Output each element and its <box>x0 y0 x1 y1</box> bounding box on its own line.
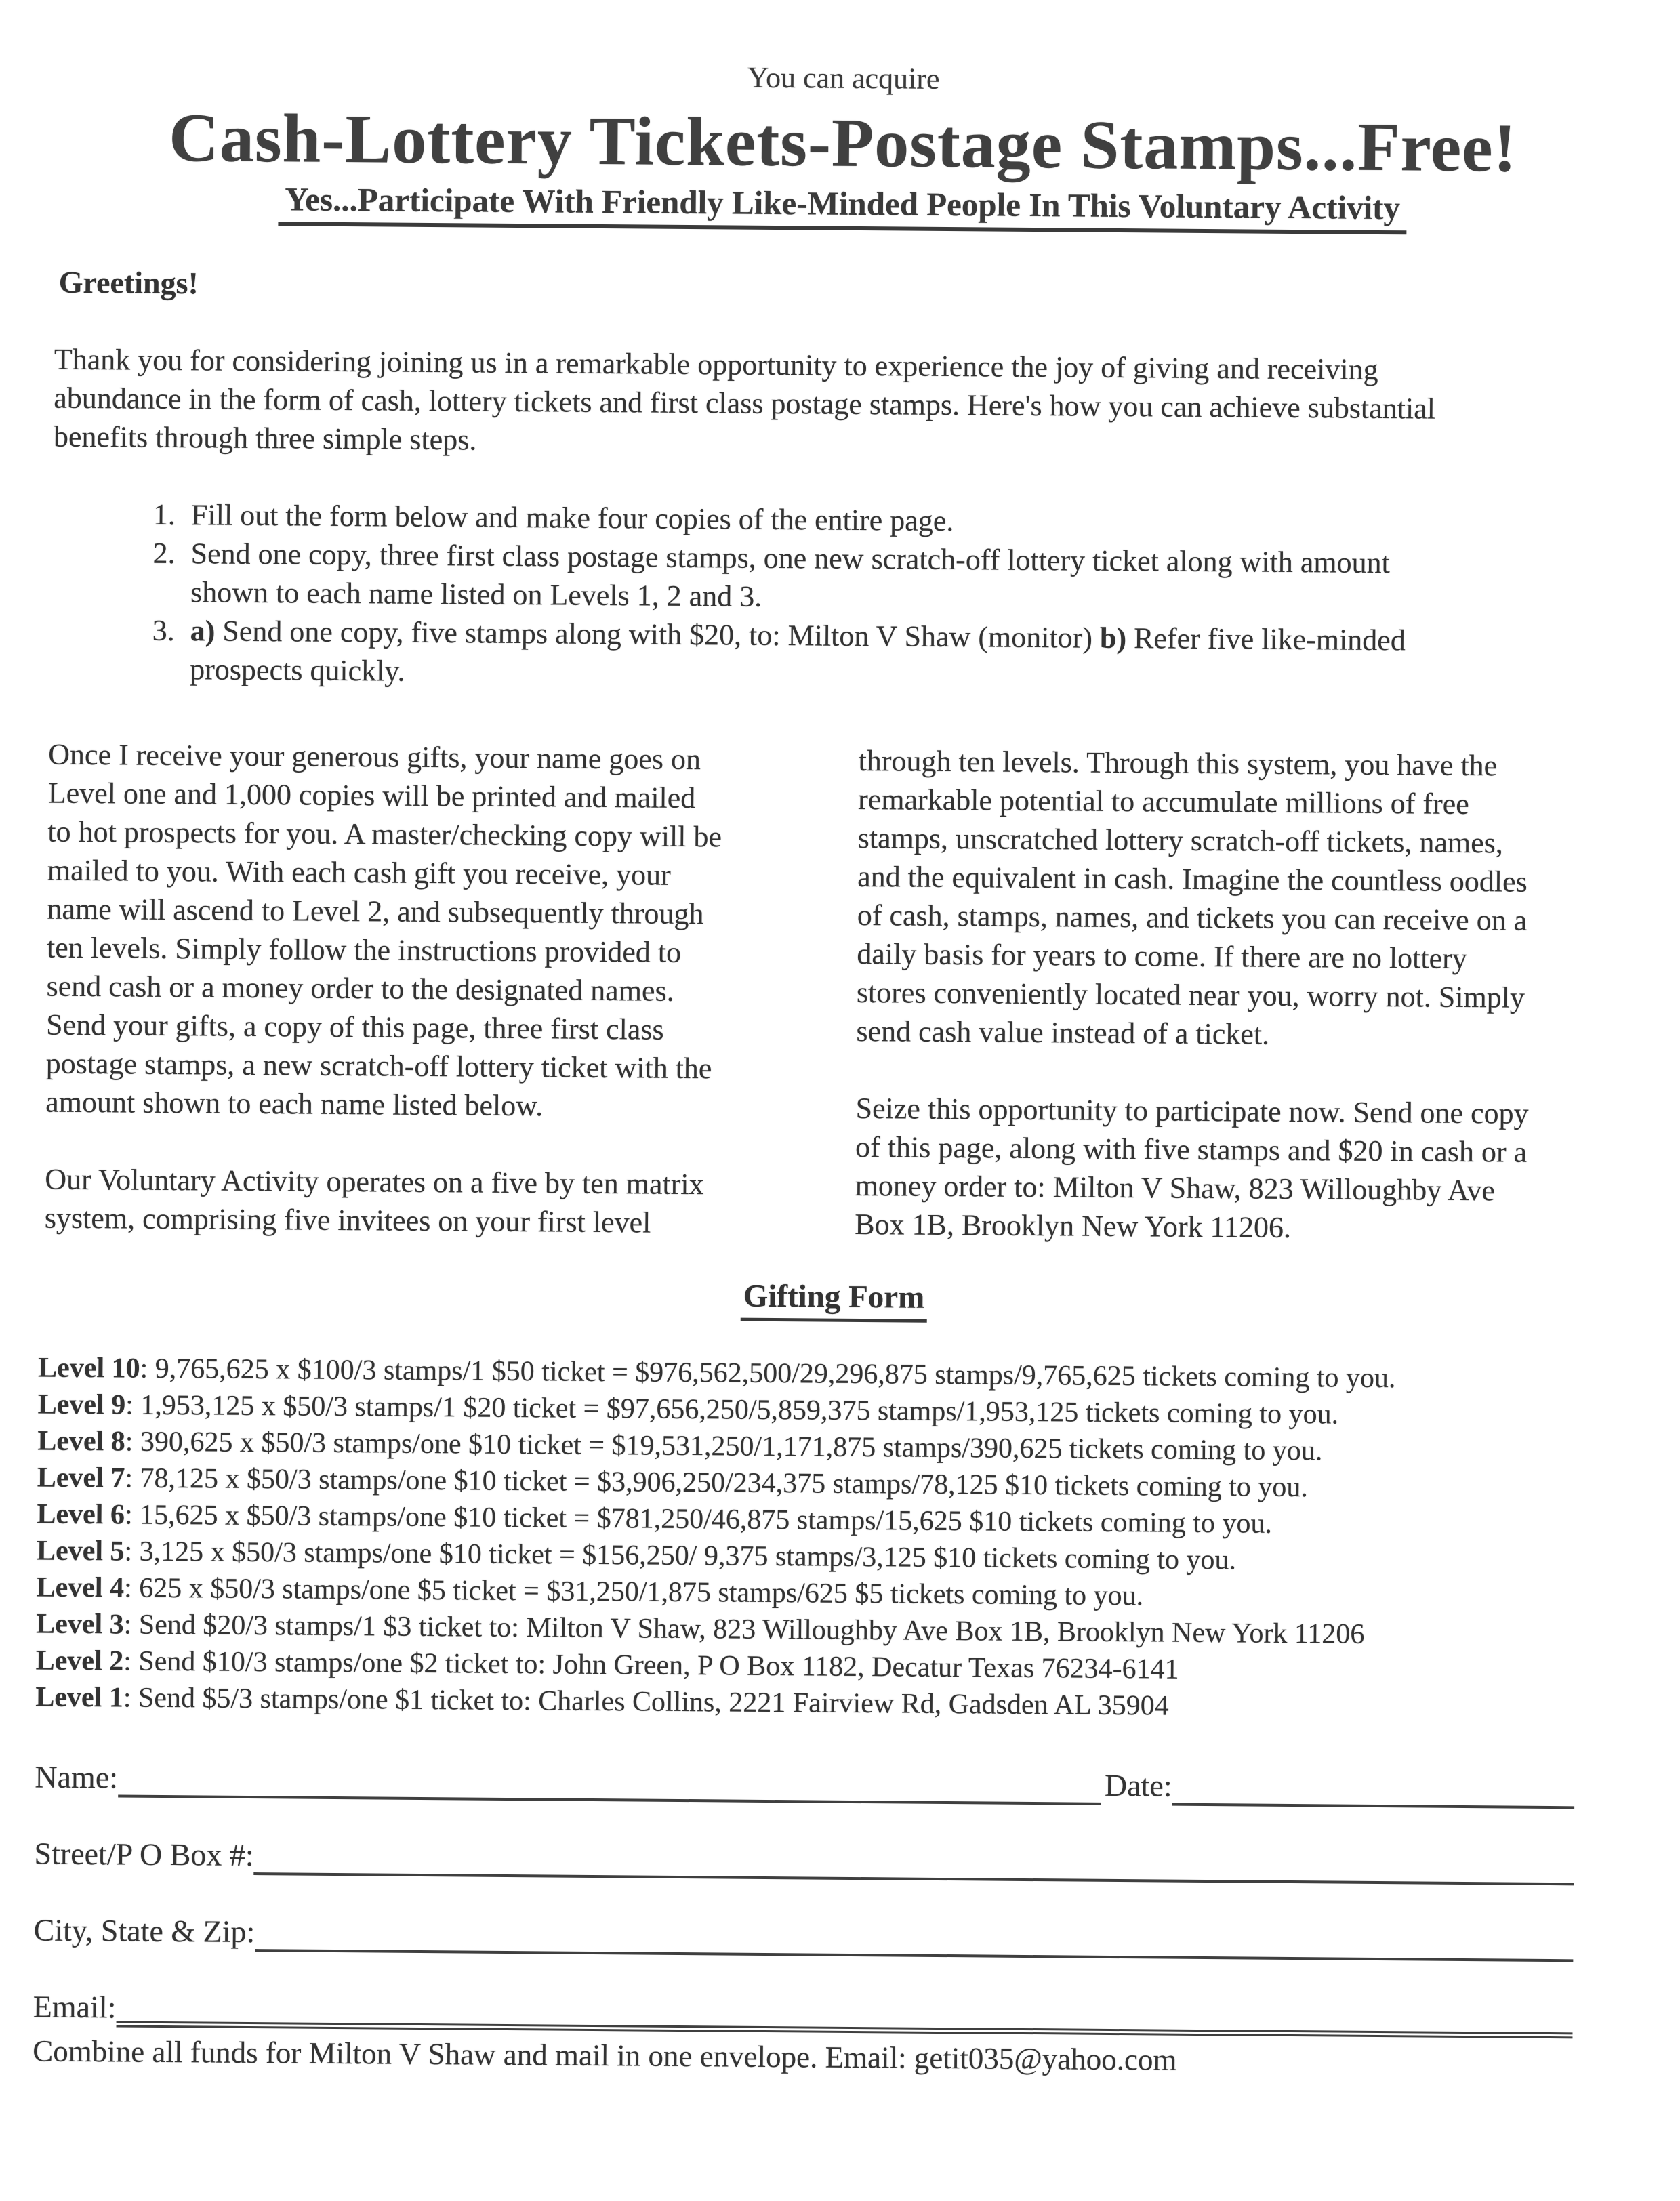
subtitle-row <box>47 180 1637 241</box>
right-column-paragraph-2: Seize this opportunity to participate now. Send one copy of this page, along with five stamps and $20 in cash or a money order to: Milton V Shaw, 823 Willoughby Ave Box 1B, Brooklyn New York 11206. <box>855 1091 1529 1245</box>
levels-list <box>35 1350 1628 1728</box>
body-columns <box>39 735 1634 1250</box>
gifting-form-heading: Gifting Form <box>740 1278 927 1323</box>
left-column <box>45 735 807 1243</box>
email-row <box>33 1987 1573 2038</box>
steps-list <box>152 495 1635 700</box>
level-row: Level 8: 390,625 x $50/3 stamps/one $10 ticket = $19,531,250/1,171,875 stamps/390,625 tickets coming to you. <box>37 1425 1323 1467</box>
name-label: Name: <box>35 1759 119 1795</box>
step-item: 2. Send one copy, three first class postage stamps, one new scratch-off lottery ticket along with amount shown to each name listed on Levels 1, 2 and 3. <box>152 536 1391 613</box>
left-column-paragraph-1: Once I receive your generous gifts, your name goes on Level one and 1,000 copies will be printed and mailed to hot prospects for you. A master/checking copy will be mailed to you. With each cash gift you receive, your name will ascend to Level 2, and subsequently through ten levels. Simply follow the instructions provided to send cash or a money order to the designated names. Send your gifts, a copy of this page, three first class postage stamps, a new scratch-off lottery ticket with the amount shown to each name listed below. <box>45 737 722 1123</box>
city-state-zip-blank-line <box>255 1915 1574 1962</box>
step-item: 1. Fill out the form below and make four copies of the entire page. <box>152 497 954 538</box>
level-row: Level 4: 625 x $50/3 stamps/one $5 ticket = $31,250/1,875 stamps/625 $5 tickets coming to you. <box>36 1571 1144 1612</box>
gifting-form-heading-row <box>39 1273 1629 1328</box>
level-row: Level 9: 1,953,125 x $50/3 stamps/1 $20 ticket = $97,656,250/5,859,375 stamps/1,953,125 tickets coming to you. <box>37 1389 1339 1431</box>
gifting-form-fields <box>33 1757 1575 2082</box>
level-row: Level 1: Send $5/3 stamps/one $1 ticket to: Charles Collins, 2221 Fairview Rd, Gadsden AL 35904 <box>35 1681 1169 1722</box>
date-blank-line <box>1172 1769 1574 1809</box>
page-title: Cash-Lottery Tickets-Postage Stamps...Free! <box>168 99 1517 187</box>
level-row: Level 7: 78,125 x $50/3 stamps/one $10 ticket = $3,906,250/234,375 stamps/78,125 $10 tickets coming to you. <box>37 1462 1309 1504</box>
left-column-paragraph-2: Our Voluntary Activity operates on a five by ten matrix system, comprising five invitees on your first level <box>44 1162 704 1239</box>
email-blank-line <box>116 1984 1573 2038</box>
street-row <box>34 1834 1574 1885</box>
date-label: Date: <box>1104 1767 1172 1803</box>
city-state-zip-row <box>33 1910 1573 1962</box>
level-row: Level 3: Send $20/3 stamps/1 $3 ticket to: Milton V Shaw, 823 Willoughby Ave Box 1B, Brooklyn New York 11206 <box>35 1608 1365 1650</box>
greeting: Greetings! <box>58 264 199 301</box>
level-row: Level 5: 3,125 x $50/3 stamps/one $10 ticket = $156,250/ 9,375 stamps/3,125 $10 tickets coming to you. <box>36 1535 1237 1576</box>
name-blank-line <box>118 1761 1101 1805</box>
street-blank-line <box>253 1838 1574 1885</box>
email-label: Email: <box>33 1989 117 2025</box>
level-row: Level 10: 9,765,625 x $100/3 stamps/1 $50 ticket = $976,562,500/29,296,875 stamps/9,765,625 tickets coming to you. <box>37 1352 1396 1395</box>
right-column-paragraph-1: through ten levels. Through this system, you have the remarkable potential to accumulate millions of free stamps, unscratched lottery scratch-off tickets, names, and the equivalent in cash. Imagine the countless oodles of cash, stamps, names, and tickets you can receive on a daily basis for years to come. If there are no lottery stores conveniently located near you, worry not. Simply send cash value instead of a ticket. <box>856 743 1528 1051</box>
step-item: 3. a) Send one copy, five stamps along with $20, to: Milton V Shaw (monitor) b) Refer five like-minded prospects quickly. <box>152 613 1406 688</box>
footer-note: Combine all funds for Milton V Shaw and mail in one envelope. Email: getit035@yahoo.com <box>33 2034 1177 2077</box>
level-row: Level 2: Send $10/3 stamps/one $2 ticket to: John Green, P O Box 1182, Decatur Texas 76234-6141 <box>35 1645 1179 1685</box>
right-column <box>855 741 1633 1250</box>
street-label: Street/P O Box #: <box>34 1836 254 1873</box>
kicker-text: You can acquire <box>747 60 940 96</box>
level-row: Level 6: 15,625 x $50/3 stamps/one $10 ticket = $781,250/46,875 stamps/15,625 $10 tickets coming to you. <box>37 1498 1273 1540</box>
subtitle: Yes...Participate With Friendly Like-Minded People In This Voluntary Activity <box>278 182 1407 234</box>
intro-paragraph: Thank you for considering joining us in a remarkable opportunity to experience the joy of giving and receiving abundance in the form of cash, lottery tickets and first class postage stamps. Here's how you can achieve substantial benefits through three simple steps. <box>53 342 1436 457</box>
name-date-row <box>35 1757 1574 1809</box>
city-state-zip-label: City, State & Zip: <box>33 1912 255 1950</box>
